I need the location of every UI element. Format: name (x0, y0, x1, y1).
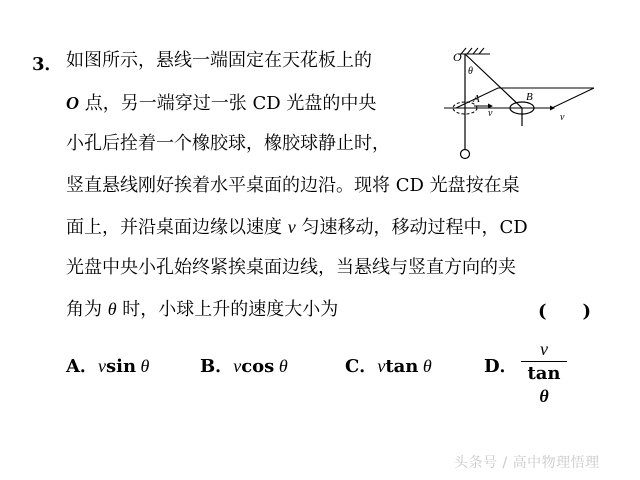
physics-figure (444, 44, 604, 170)
velocity-arrowhead-b (550, 106, 555, 111)
question-number: 3． (32, 54, 63, 75)
question-line-5: 面上，并沿桌面边缘以速度 v 匀速移动，移动过程中，CD (66, 217, 528, 238)
label-theta: θ (468, 66, 473, 77)
ceiling-hatch (458, 48, 490, 54)
fraction-denominator: tan θ (527, 363, 561, 406)
rubber-ball (461, 150, 470, 159)
label-o: O (453, 50, 462, 64)
option-d[interactable]: D． (484, 356, 518, 377)
label-a: A (473, 93, 480, 105)
question-line-3: 小孔后拴着一个橡胶球，橡胶球静止时， (66, 133, 390, 154)
option-a[interactable]: A．vsin θ (66, 356, 150, 377)
label-b: B (526, 91, 533, 103)
option-b[interactable]: B．vcos θ (200, 356, 288, 377)
watermark: 头条号 / 高中物理悟理 (454, 455, 600, 471)
label-v-b: v (560, 112, 565, 123)
question-line-4: 竖直悬线刚好挨着水平桌面的边沿。现将 CD 光盘按在桌 (66, 175, 520, 196)
question-line-2: O 点，另一端穿过一张 CD 光盘的中央 (66, 93, 377, 114)
question-line-7: 角为 θ 时，小球上升的速度大小为 (66, 299, 339, 320)
option-d-fraction (521, 338, 567, 408)
fraction-numerator: v (521, 338, 567, 362)
label-v-a: v (488, 108, 493, 119)
question-line-6: 光盘中央小孔始终紧挨桌面边线，当悬线与竖直方向的夹 (66, 257, 516, 278)
answer-blank: ( ) (538, 301, 592, 322)
question-line-1: 如图所示，悬线一端固定在天花板上的 (66, 50, 372, 71)
option-c[interactable]: C．vtan θ (345, 356, 432, 377)
